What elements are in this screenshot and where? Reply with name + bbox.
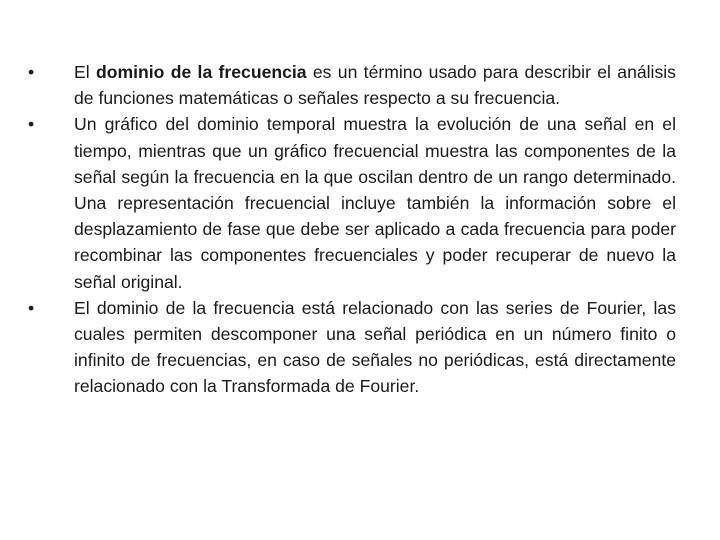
bullet-item-graphs — [28, 111, 676, 294]
bullet-item-definition — [28, 59, 676, 111]
bold-term: dominio de la frecuencia — [95, 62, 307, 82]
bullet-list — [28, 59, 676, 400]
bullet-text-tail: es un término usado para describir el análisis de funciones matemáticas o señales respecto a su frecuencia. — [74, 62, 676, 109]
bullet-text: El dominio de la frecuencia está relacionado con las series de Fourier, las cuales permiten descomponer una señal periódica en un número finito o infinito de frecuencias, en caso de señales no periódicas, está directamente relacionado con la Transformada de Fourier. — [74, 297, 676, 397]
bullet-marker: • — [28, 297, 35, 318]
bullet-text: Un gráfico del dominio temporal muestra la evolución de una señal en el tiempo, mientras que un gráfico frecuencial muestra las componentes de la señal según la frecuencia en la que oscilan dentro de un rango determinado. Una representación frecuencial incluye también la información sobre el desplazamiento de fase que debe ser aplicado a cada frecuencia para poder recombinar las componentes frecuenciales y poder recuperar de nuevo la señal original. — [74, 114, 676, 292]
bullet-marker: • — [28, 62, 35, 82]
bullet-item-fourier — [28, 295, 676, 400]
bullet-marker: • — [28, 114, 35, 135]
bullet-text-lead: El — [74, 62, 96, 82]
